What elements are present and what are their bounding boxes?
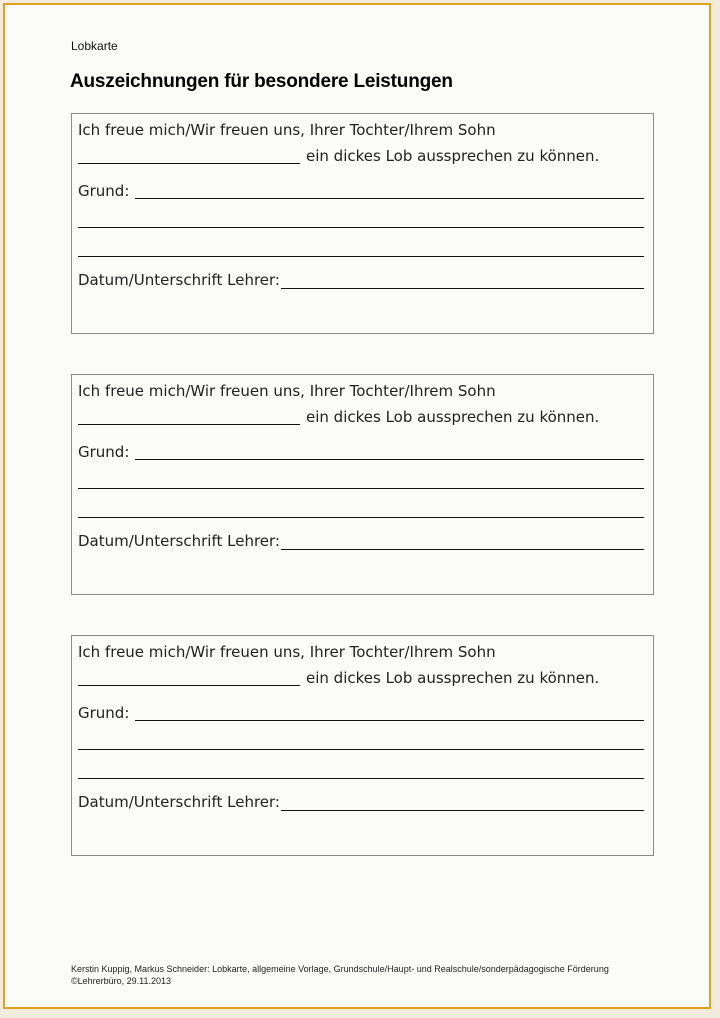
signature-line[interactable] <box>281 810 644 811</box>
student-name-line[interactable] <box>78 685 300 686</box>
document-title: Auszeichnungen für besondere Leistungen <box>70 71 453 92</box>
signature-line[interactable] <box>281 288 644 289</box>
signature-label: Datum/Unterschrift Lehrer: <box>78 271 280 289</box>
reason-line-2[interactable] <box>78 227 644 228</box>
praise-card-1 <box>71 113 654 334</box>
intro-text: Ich freue mich/Wir freuen uns, Ihrer Tochter/Ihrem Sohn <box>78 382 496 400</box>
signature-label: Datum/Unterschrift Lehrer: <box>78 793 280 811</box>
reason-line-2[interactable] <box>78 749 644 750</box>
reason-line-3[interactable] <box>78 517 644 518</box>
praise-text: ein dickes Lob aussprechen zu können. <box>306 147 600 165</box>
footer <box>71 963 609 987</box>
footer-credits: Kerstin Kuppig, Markus Schneider: Lobkarte, allgemeine Vorlage, Grundschule/Haupt- und Realschule/sonderpädagogische Förderung <box>71 964 609 974</box>
reason-label: Grund: <box>78 443 130 461</box>
signature-label: Datum/Unterschrift Lehrer: <box>78 532 280 550</box>
reason-label: Grund: <box>78 182 130 200</box>
reason-label: Grund: <box>78 704 130 722</box>
reason-line-1[interactable] <box>135 459 644 460</box>
document-label: Lobkarte <box>71 39 118 53</box>
document-page <box>3 3 711 1009</box>
praise-text: ein dickes Lob aussprechen zu können. <box>306 408 600 426</box>
reason-line-3[interactable] <box>78 778 644 779</box>
reason-line-1[interactable] <box>135 198 644 199</box>
reason-line-1[interactable] <box>135 720 644 721</box>
praise-card-2 <box>71 374 654 595</box>
signature-line[interactable] <box>281 549 644 550</box>
praise-text: ein dickes Lob aussprechen zu können. <box>306 669 600 687</box>
reason-line-2[interactable] <box>78 488 644 489</box>
student-name-line[interactable] <box>78 163 300 164</box>
intro-text: Ich freue mich/Wir freuen uns, Ihrer Tochter/Ihrem Sohn <box>78 643 496 661</box>
footer-copyright: ©Lehrerbüro, 29.11.2013 <box>71 976 172 986</box>
intro-text: Ich freue mich/Wir freuen uns, Ihrer Tochter/Ihrem Sohn <box>78 121 496 139</box>
student-name-line[interactable] <box>78 424 300 425</box>
praise-card-3 <box>71 635 654 856</box>
reason-line-3[interactable] <box>78 256 644 257</box>
